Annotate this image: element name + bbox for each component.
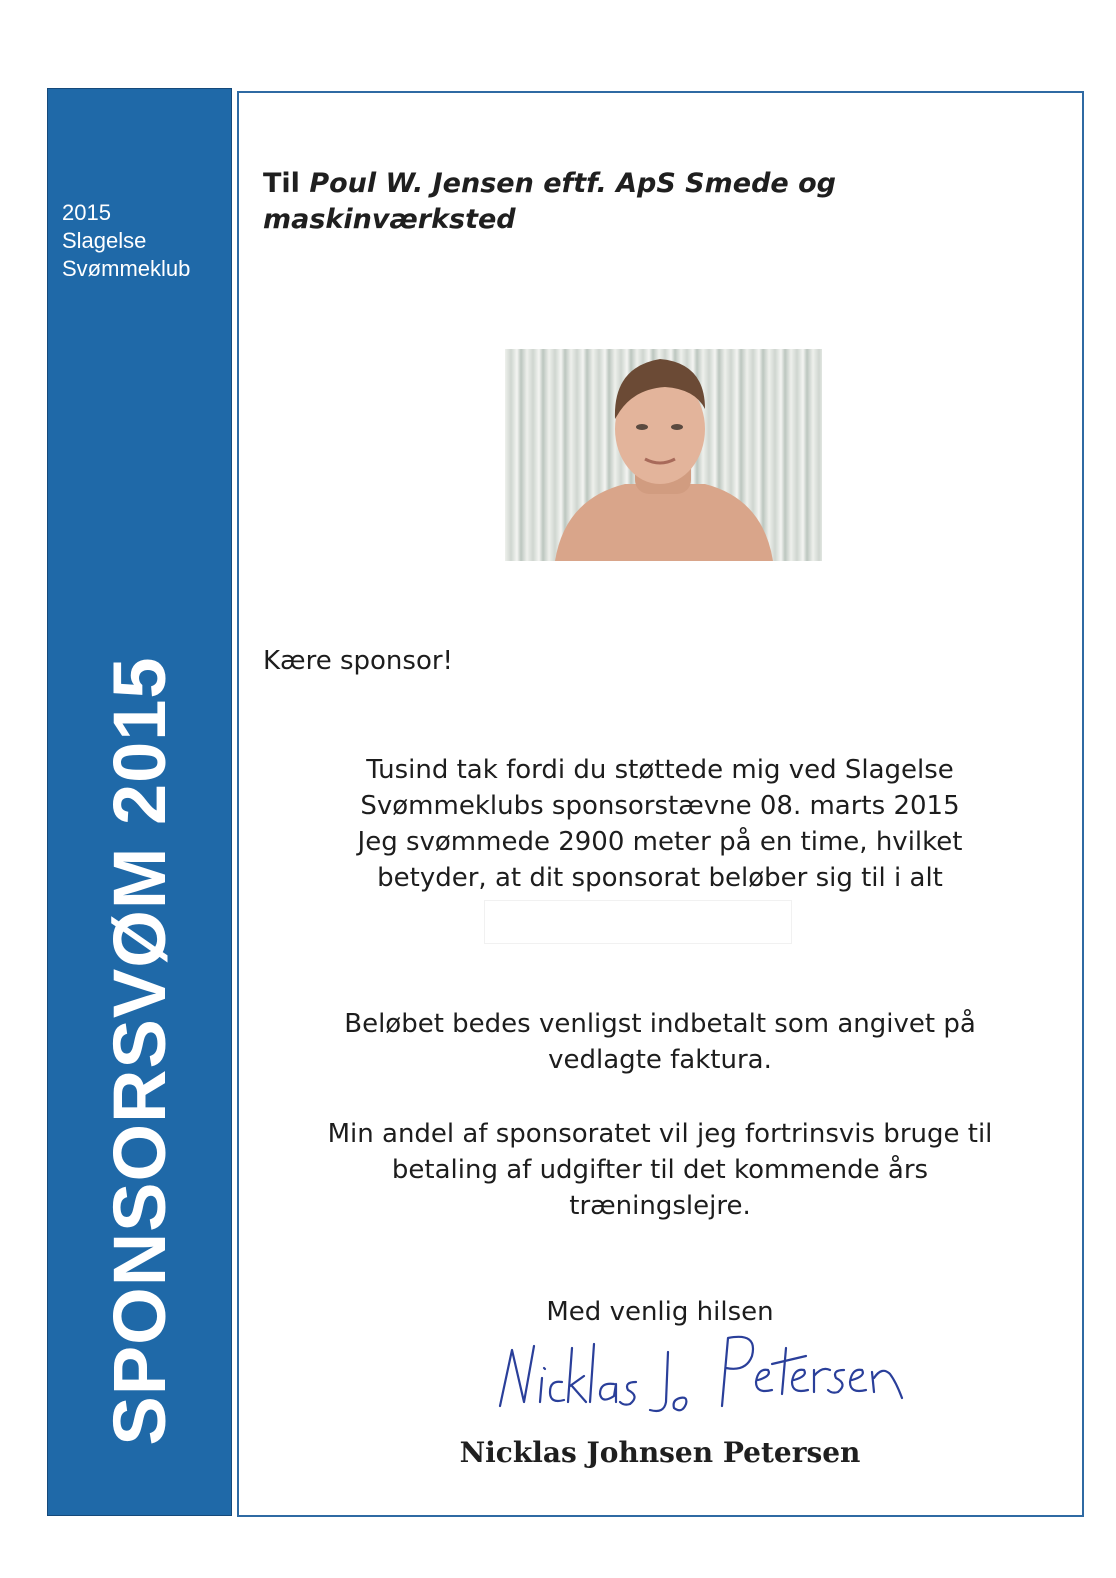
club-info [62,199,190,283]
payment-paragraph [250,1006,1070,1078]
thanks-line-4: betyder, at dit sponsorat beløber sig til i alt [377,863,943,893]
amount-redacted-box [484,900,792,944]
handwritten-signature [490,1318,920,1418]
recipient-prefix: Til [263,168,310,199]
usage-line-2: betaling af udgifter til det kommende års [391,1155,929,1185]
club-name-line2: Svømmeklub [62,256,191,281]
swimmer-photo [505,349,822,561]
closing-salutation: Med venlig hilsen [546,1297,774,1327]
thanks-line-2: Svømmeklubs sponsorstævne 08. marts 2015 [360,791,960,821]
payment-line-2: vedlagte faktura. [548,1045,772,1075]
recipient-heading [263,166,983,238]
vertical-title-text: SPONSORSVØM 2015 [98,656,181,1446]
swimmer-portrait-photo-icon [505,349,822,561]
thanks-line-1: Tusind tak fordi du støttede mig ved Slagelse [366,755,954,785]
usage-paragraph [250,1116,1070,1224]
club-year: 2015 [62,200,111,225]
signature-icon [490,1318,920,1418]
usage-line-3: træningslejre. [569,1191,751,1221]
sidebar-banner [47,88,232,1516]
payment-line-1: Beløbet bedes venligst indbetalt som angivet på [344,1009,976,1039]
thanks-line-3: Jeg svømmede 2900 meter på en time, hvilket [357,827,963,857]
signer-name: Nicklas Johnsen Petersen [459,1436,861,1469]
usage-line-1: Min andel af sponsoratet vil jeg fortrinsvis bruge til [327,1119,993,1149]
thanks-paragraph [250,752,1070,896]
greeting: Kære sponsor! [263,646,453,676]
recipient-name-line2: maskinværksted [263,204,516,235]
club-name-line1: Slagelse [62,228,147,253]
recipient-name-line1: Poul W. Jensen eftf. ApS Smede og [309,168,836,199]
